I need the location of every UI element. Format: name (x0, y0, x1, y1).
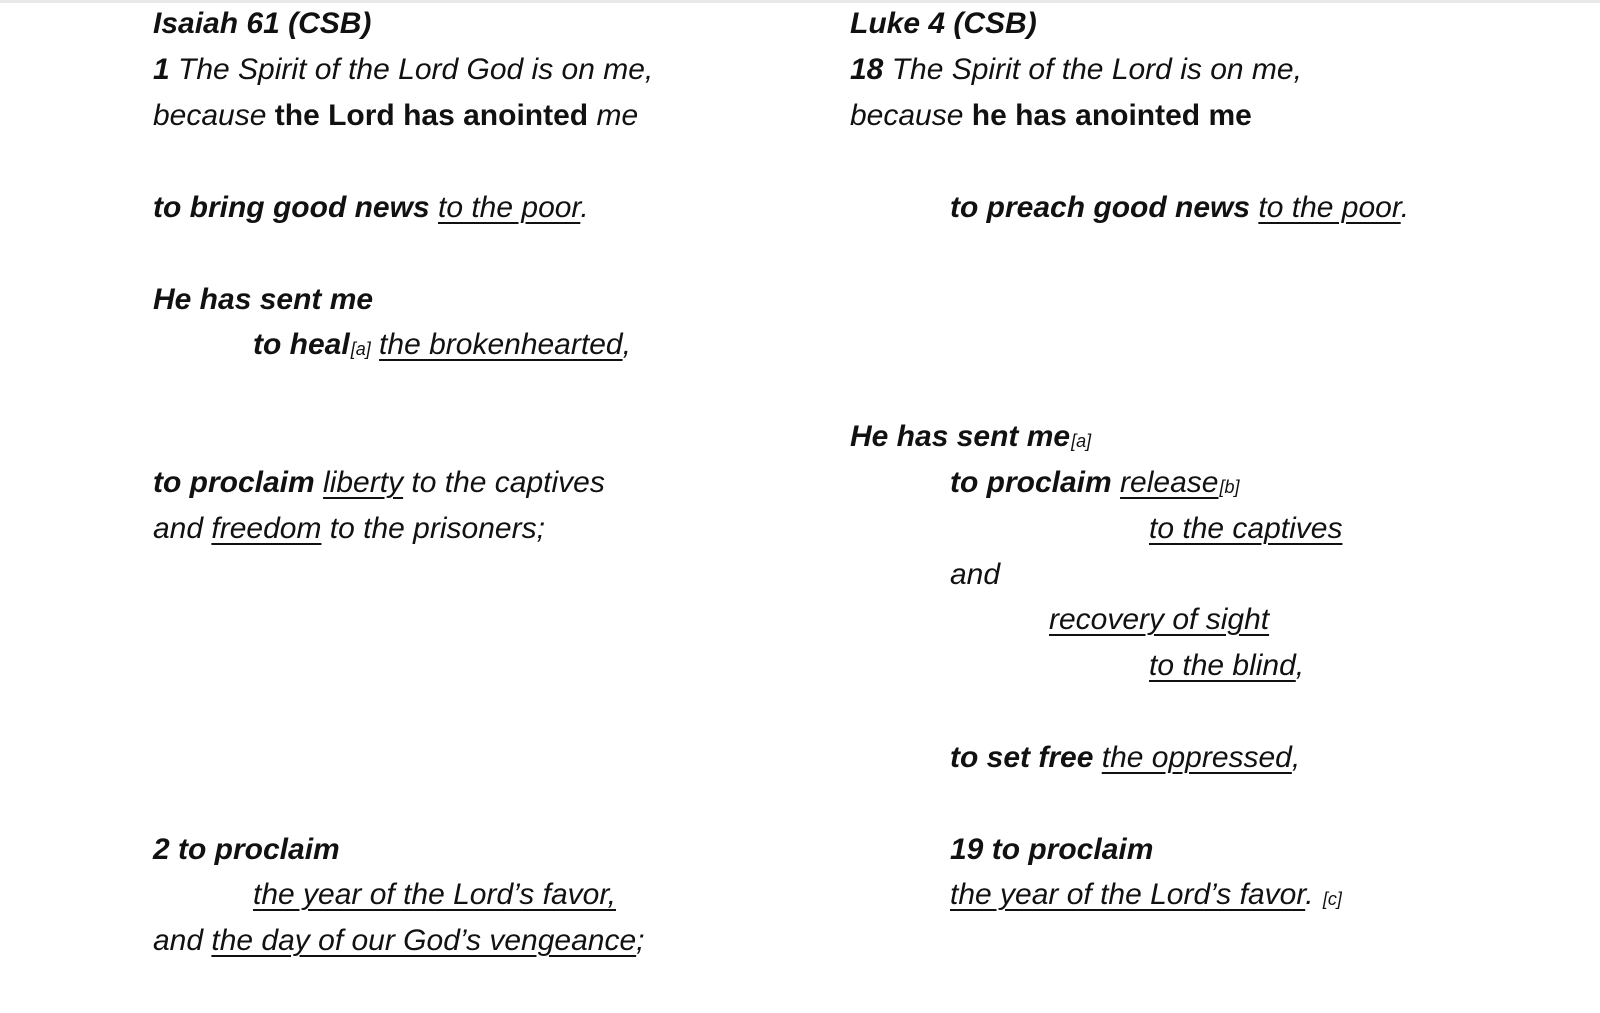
emphasis-text: to proclaim (153, 466, 315, 499)
luke-captives-line (1149, 511, 1342, 547)
underlined-text: to the poor (1258, 191, 1401, 224)
luke-proclaim-line (950, 465, 1239, 505)
footnote-link-b[interactable]: [b] (1219, 477, 1240, 497)
isaiah-vengeance-line (153, 923, 644, 959)
verse-text: The Spirit of the Lord is on me, (883, 53, 1302, 86)
luke-blind-line (1149, 648, 1304, 684)
footnote-link-c[interactable]: [c] (1322, 889, 1342, 909)
verse-text: because (850, 99, 972, 132)
isaiah-heading: Isaiah 61 (CSB) (153, 7, 372, 40)
underlined-text: the year of the Lord’s favor (950, 878, 1306, 911)
luke-set-free-line (950, 740, 1300, 776)
verse-number: 1 (153, 53, 170, 86)
isaiah-freedom-line (153, 511, 545, 547)
luke-and-line: and (950, 558, 1001, 591)
underlined-text: release (1120, 466, 1219, 499)
underlined-text: liberty (323, 466, 404, 499)
luke-verse-18-line-1 (850, 52, 1302, 88)
verse-text: The Spirit of the Lord God is on me, (169, 53, 654, 86)
punctuation: . (580, 191, 589, 224)
luke-good-news-line (950, 190, 1409, 226)
punctuation: ; (636, 924, 645, 957)
luke-year-favor-line (950, 877, 1342, 917)
luke-heading: Luke 4 (CSB) (850, 7, 1037, 40)
luke-recovery-line (1049, 602, 1269, 638)
luke-verse-18-line-2 (850, 98, 1252, 134)
emphasis-text: the Lord has anointed (274, 99, 589, 132)
footnote-link-a[interactable]: [a] (1071, 431, 1092, 451)
punctuation: , (1295, 649, 1305, 682)
isaiah-verse-2: 2 to proclaim (153, 833, 340, 866)
underlined-text: freedom (211, 512, 322, 545)
verse-text: to the prisoners; (321, 512, 545, 545)
emphasis-text: he has anointed me (971, 99, 1252, 132)
underlined-text: recovery of sight (1049, 603, 1270, 636)
underlined-text: to the captives (1149, 512, 1343, 545)
emphasis-text: to proclaim (950, 466, 1112, 499)
luke-verse-19: 19 to proclaim (950, 833, 1154, 866)
emphasis-text: to preach good news (950, 191, 1251, 224)
isaiah-verse-1-line-1 (153, 52, 653, 88)
verse-number: 18 (850, 53, 884, 86)
verse-text: because (153, 99, 275, 132)
underlined-text: to the blind (1149, 649, 1296, 682)
isaiah-heal-line (253, 327, 631, 367)
punctuation: , (622, 328, 631, 361)
top-divider (0, 0, 1600, 3)
footnote-link-a[interactable]: [a] (350, 339, 371, 359)
verse-text: me (588, 99, 639, 132)
underlined-text: the year of the Lord’s favor, (253, 878, 617, 911)
emphasis-text: to heal (253, 328, 350, 361)
verse-text: and (153, 924, 212, 957)
underlined-text: the day of our God’s vengeance (211, 924, 637, 957)
punctuation: . (1400, 191, 1410, 224)
underlined-text: to the poor (437, 191, 581, 224)
verse-text: and (153, 512, 212, 545)
isaiah-proclaim-line (153, 465, 605, 501)
emphasis-text: to bring good news (153, 191, 430, 224)
isaiah-year-favor-line (253, 877, 616, 913)
emphasis-text: He has sent me (850, 420, 1071, 453)
underlined-text: the oppressed (1101, 741, 1292, 774)
isaiah-verse-1-line-2 (153, 98, 638, 134)
luke-sent-me-line (850, 419, 1091, 459)
isaiah-sent-me: He has sent me (153, 283, 374, 316)
underlined-text: the brokenhearted (379, 328, 623, 361)
punctuation: , (1291, 741, 1301, 774)
punctuation: . (1305, 878, 1314, 911)
emphasis-text: to set free (950, 741, 1094, 774)
verse-text: to the captives (403, 466, 605, 499)
isaiah-good-news-line (153, 190, 589, 226)
